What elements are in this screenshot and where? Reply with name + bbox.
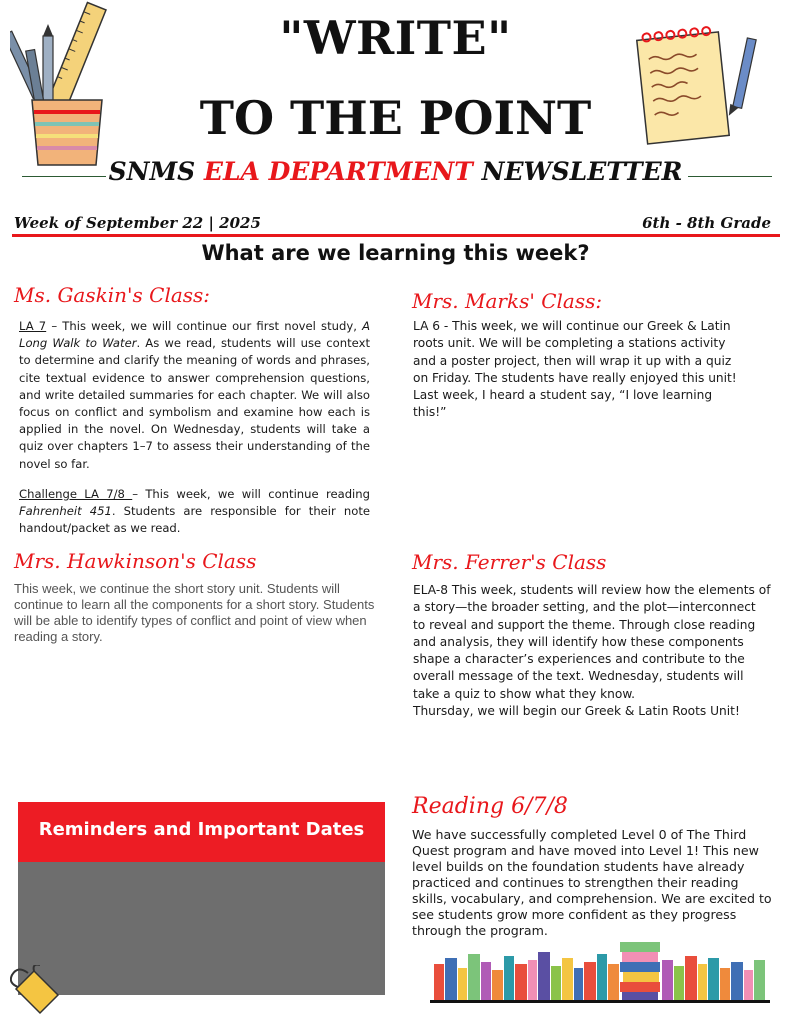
subtitle-department: ELA DEPARTMENT [203, 157, 473, 186]
reading-body: We have successfully completed Level 0 of The Third Quest program and have moved into Level 1! This new level builds on the foundation students have already practiced and continues to strengthen their reading skills, vocabulary, and comprehension. We are excited to see students grow more confident as they progress through the program. [412, 827, 772, 938]
ferrer-body [413, 582, 771, 720]
reminders-heading: Reminders and Important Dates [38, 819, 365, 840]
ferrer-heading: Mrs. Ferrer's Class [412, 550, 607, 574]
gaskin-challenge-label: Challenge LA 7/8 [19, 487, 133, 501]
reminders-content-box [18, 862, 385, 995]
books-shelf-icon [430, 940, 770, 1002]
gaskin-text-d: . Students are responsible for their note handout/packet as we read. [19, 504, 371, 536]
gaskin-heading: Ms. Gaskin's Class: [14, 283, 211, 307]
reading-heading: Reading 6/7/8 [412, 794, 568, 819]
grade-range: 6th - 8th Grade [642, 214, 771, 232]
subtitle-school: SNMS [108, 157, 204, 186]
gaskin-course-label: LA 7 [19, 319, 47, 333]
newsletter-subtitle [0, 156, 791, 188]
section-question: What are we learning this week? [201, 241, 590, 265]
bottom-divider [430, 1000, 770, 1003]
divider-left [22, 176, 106, 177]
header-divider [12, 234, 780, 237]
divider-right [688, 176, 772, 177]
gaskin-book-title-2: Fahrenheit 451 [19, 504, 112, 519]
week-date: Week of September 22 | 2025 [14, 214, 261, 232]
newsletter-title-line1: "WRITE" [279, 11, 512, 65]
gaskin-text-c: – This week, we will continue reading [132, 487, 370, 501]
gaskin-paragraph-2 [19, 486, 370, 538]
paperclip-icon [10, 965, 64, 1021]
gaskin-text-a: – This week, we will continue our first novel study, [46, 319, 363, 333]
ferrer-paragraph-2: Thursday, we will begin our Greek & Latin Roots Unit! [413, 704, 740, 719]
ferrer-paragraph: ELA-8 This week, students will review how the elements of a story—the broader setting, and the plot—interconnect to reveal and support the theme. Through close reading and analysis, they will identify how these components shape a character’s experiences and contribute to the overall message of the text. Wednesday, students will take a quiz to show what they know. [413, 583, 771, 701]
hawkinson-heading: Mrs. Hawkinson's Class [14, 549, 257, 573]
newsletter-title-line2: TO THE POINT [199, 91, 592, 145]
subtitle-newsletter: NEWSLETTER [472, 157, 683, 186]
gaskin-text-b: . As we read, students will use context to determine and clarify the meaning of words and phrases, cite textual evidence to answer comprehension questions, and write detailed summaries for each chapter. We will also focus on conflict and symbolism and examine how each is applied in the novel. On Wednesday, students will take a quiz over chapters 1–7 to assess their understanding of the novel so far. [19, 336, 370, 471]
gaskin-paragraph-1 [19, 318, 370, 473]
hawkinson-body: This week, we continue the short story unit. Students will continue to learn all the components for a short story. Students will be able to identify types of conflict and point of view when reading a story. [14, 581, 375, 644]
marks-heading: Mrs. Marks' Class: [412, 289, 603, 313]
gaskin-book-title: A Long Walk to Water [19, 319, 370, 351]
marks-body: LA 6 - This week, we will continue our Greek & Latin roots unit. We will be completing a stations activity and a poster project, then will wrap it up with a quiz on Friday. The students have really enjoyed this unit! Last week, I heard a student say, “I love learning this!” [413, 319, 737, 420]
